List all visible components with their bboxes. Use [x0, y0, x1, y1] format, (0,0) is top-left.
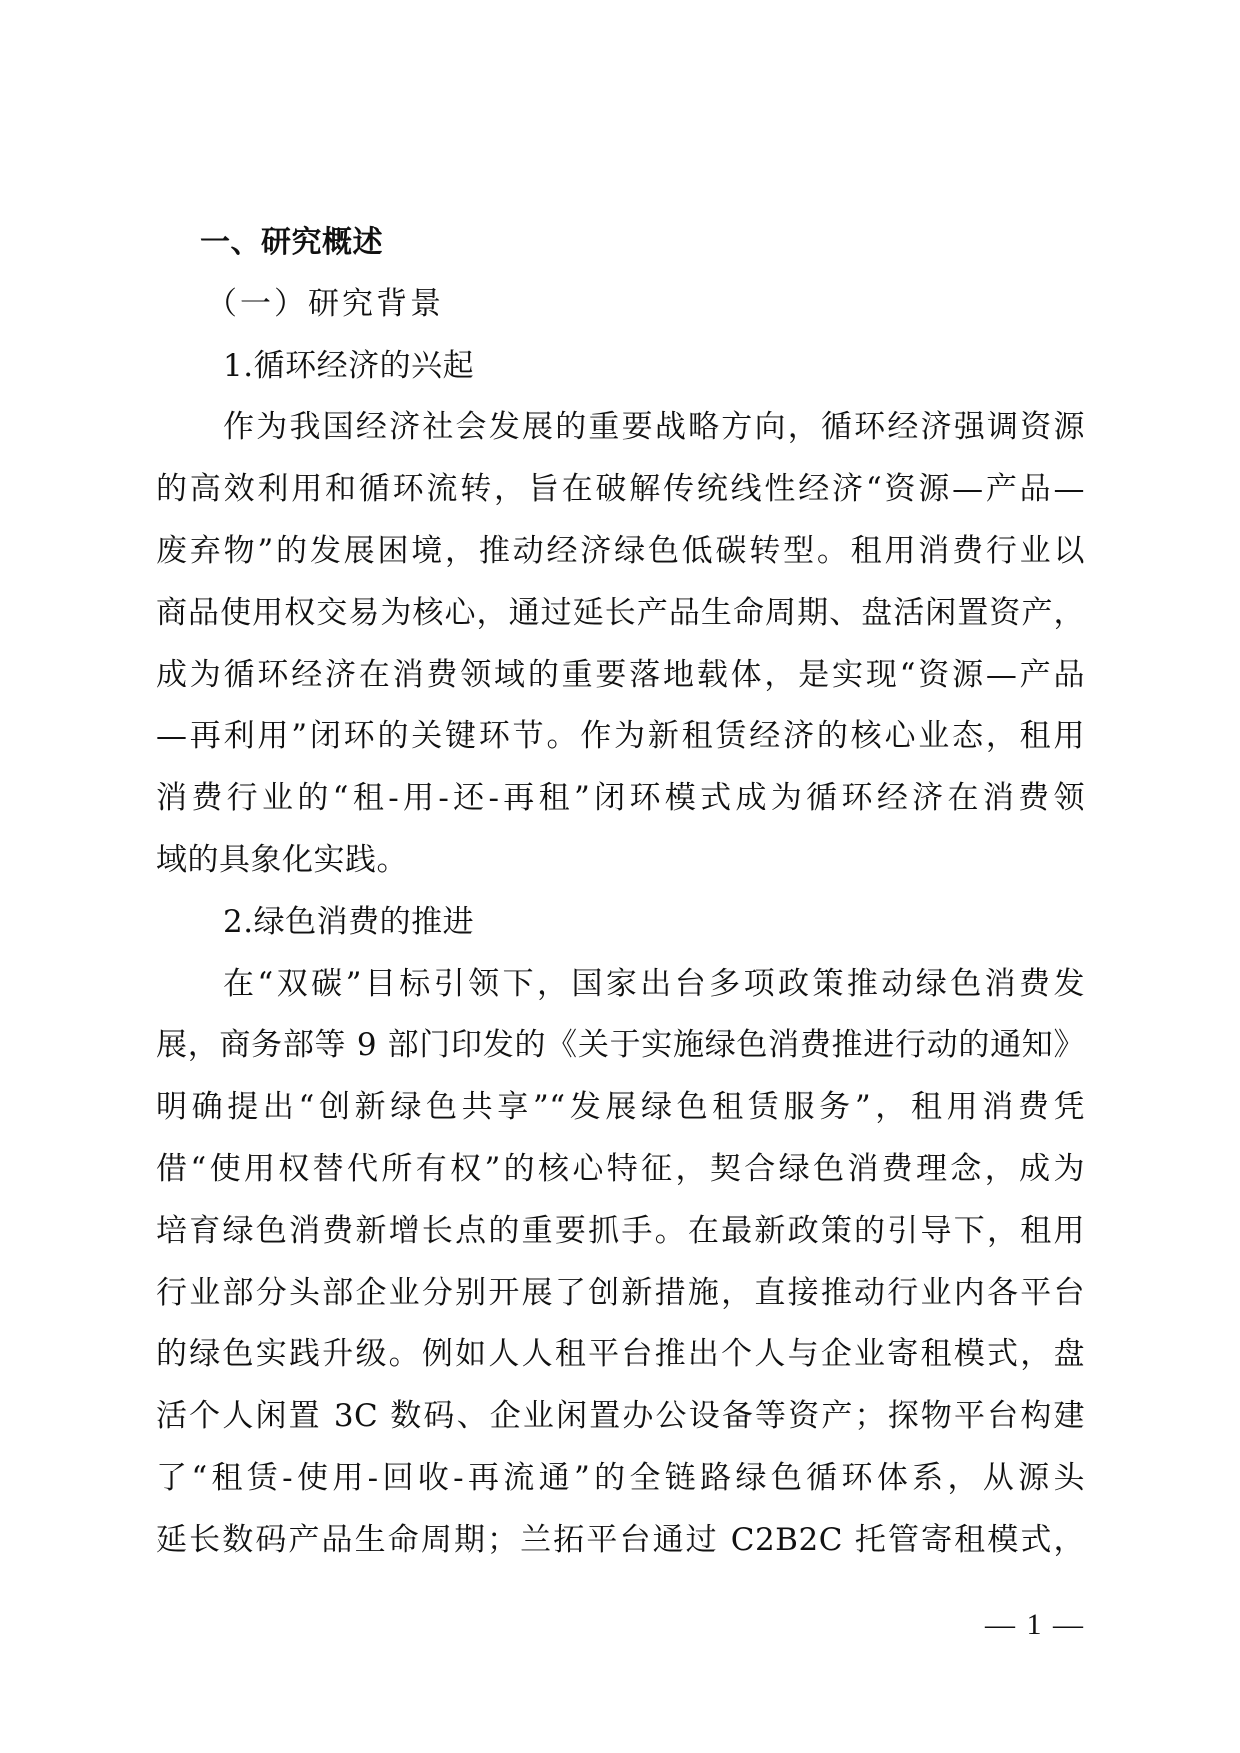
paragraph-line: 展，商务部等 9 部门印发的《关于实施绿色消费推进行动的通知》 [156, 1027, 1085, 1064]
paragraph-line: —再利用”闭环的关键环节。作为新租赁经济的核心业态，租用 [156, 718, 1085, 755]
paragraph-line: 借“使用权替代所有权”的核心特征，契合绿色消费理念，成为 [156, 1150, 1085, 1187]
paragraph-line: 废弃物”的发展困境，推动经济绿色低碳转型。租用消费行业以 [156, 532, 1085, 569]
subsection-heading: （一）研究背景 [206, 285, 444, 322]
paragraph-line: 商品使用权交易为核心，通过延长产品生命周期、盘活闲置资产， [156, 594, 1085, 631]
paragraph-line: 作为我国经济社会发展的重要战略方向，循环经济强调资源 [223, 409, 1085, 446]
paragraph-line: 行业部分头部企业分别开展了创新措施，直接推动行业内各平台 [156, 1274, 1085, 1311]
paragraph-line: 延长数码产品生命周期；兰拓平台通过 C2B2C 托管寄租模式， [156, 1521, 1085, 1558]
paragraph-line: 域的具象化实践。 [156, 841, 408, 878]
sub-subsection-heading: 1.循环经济的兴起 [223, 347, 475, 384]
paragraph-line: 了“租赁-使用-回收-再流通”的全链路绿色循环体系，从源头 [156, 1459, 1085, 1496]
page-number: — 1 — [985, 1608, 1085, 1641]
paragraph-line: 培育绿色消费新增长点的重要抓手。在最新政策的引导下，租用 [156, 1212, 1085, 1249]
paragraph-line: 的高效利用和循环流转，旨在破解传统线性经济“资源—产品— [156, 471, 1085, 508]
paragraph-line: 活个人闲置 3C 数码、企业闲置办公设备等资产；探物平台构建 [156, 1398, 1085, 1435]
section-heading: 一、研究概述 [200, 225, 383, 260]
paragraph-line: 消费行业的“租-用-还-再租”闭环模式成为循环经济在消费领 [156, 780, 1085, 817]
sub-subsection-heading: 2.绿色消费的推进 [223, 903, 475, 940]
body-text [156, 212, 1085, 1572]
paragraph-line: 明确提出“创新绿色共享”“发展绿色租赁服务”，租用消费凭 [156, 1089, 1085, 1126]
paragraph-line: 的绿色实践升级。例如人人租平台推出个人与企业寄租模式，盘 [156, 1336, 1085, 1373]
paragraph-line: 成为循环经济在消费领域的重要落地载体，是实现“资源—产品 [156, 656, 1085, 693]
paragraph-line: 在“双碳”目标引领下，国家出台多项政策推动绿色消费发 [223, 965, 1085, 1002]
